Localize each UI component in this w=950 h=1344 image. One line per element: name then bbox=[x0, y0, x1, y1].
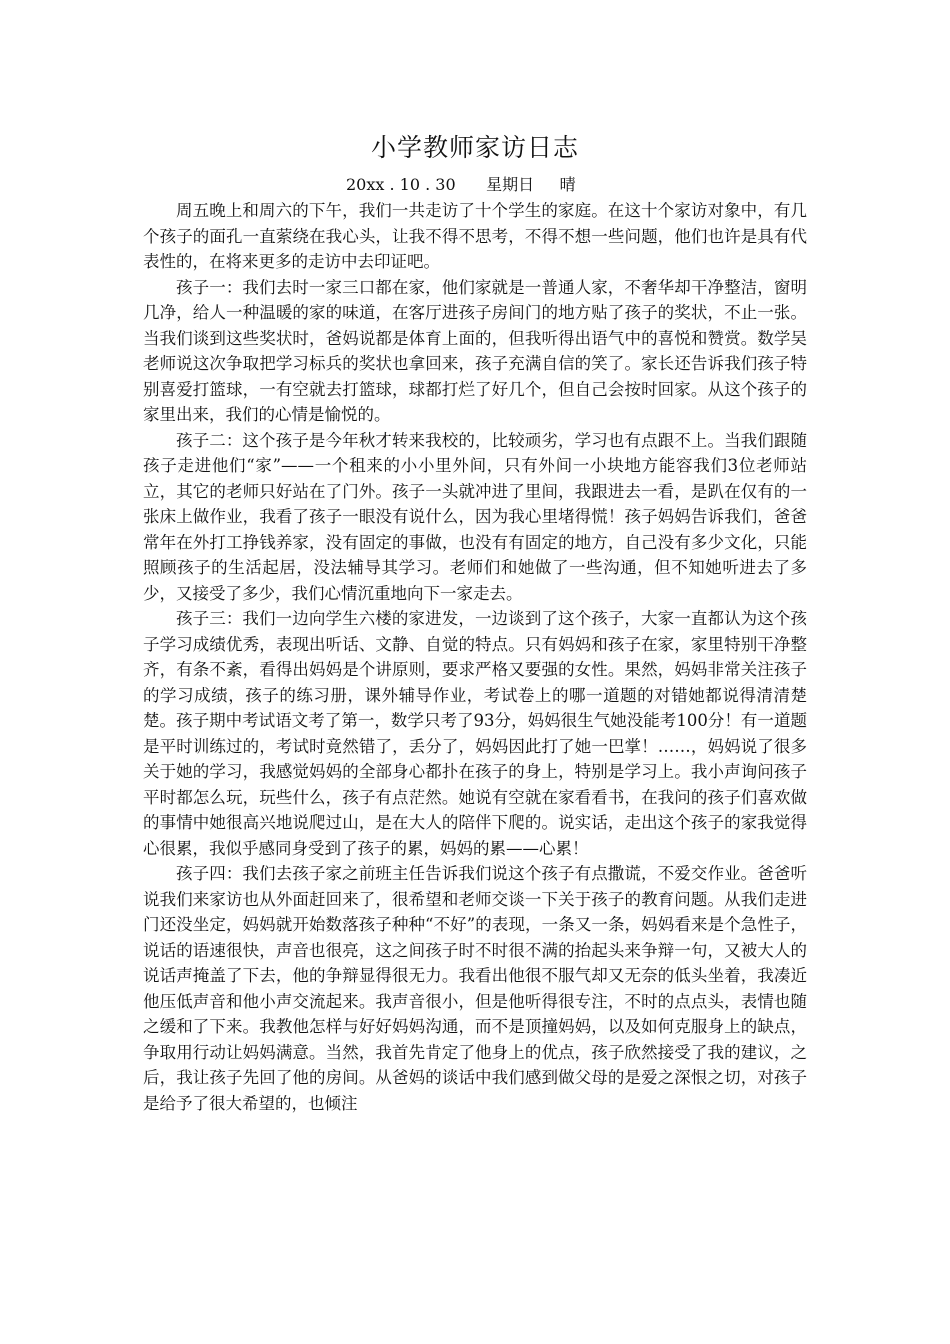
paragraph-child-two: 孩子二：这个孩子是今年秋才转来我校的，比较顽劣，学习也有点跟不上。当我们跟随孩子走进他们“家”——一个租来的小小里外间，只有外间一小块地方能容我们3位老师站立，其它的老师只好站在了门外。孩子一头就冲进了里间，我跟进去一看，是趴在仅有的一张床上做作业，我看了孩子一眼没有说什么，因为我心里堵得慌！孩子妈妈告诉我们，爸爸常年在外打工挣钱养家，没有固定的事做，也没有有固定的地方，自己没有多少文化，只能照顾孩子的生活起居，没法辅导其学习。老师们和她做了一些沟通，但不知她听进去了多少，又接受了多少，我们心情沉重地向下一家走去。 bbox=[143, 430, 807, 603]
paragraph-child-one: 孩子一：我们去时一家三口都在家，他们家就是一普通人家，不奢华却干净整洁，窗明几净，给人一种温暖的家的味道，在客厅进孩子房间门的地方贴了孩子的奖状，不止一张。当我们谈到这些奖状时，爸妈说都是体育上面的，但我听得出语气中的喜悦和赞赏。数学吴老师说这次争取把学习标兵的奖状也拿回来，孩子充满自信的笑了。家长还告诉我们孩子特别喜爱打篮球，一有空就去打篮球，球都打烂了好几个，但自己会按时回家。从这个孩子的家里出来，我们的心情是愉悦的。 bbox=[143, 277, 807, 424]
paragraph-child-four: 孩子四：我们去孩子家之前班主任告诉我们说这个孩子有点撒谎，不爱交作业。爸爸听说我们来家访也从外面赶回来了，很希望和老师交谈一下关于孩子的教育问题。从我们走进门还没坐定，妈妈就开始数落孩子种种“不好”的表现，一条又一条，妈妈看来是个急性子，说话的语速很快，声音也很亮，这之间孩子时不时很不满的抬起头来争辩一句，又被大人的说话声掩盖了下去，他的争辩显得很无力。我看出他很不服气却又无奈的低头坐着，我凑近他压低声音和他小声交流起来。我声音很小，但是他听得很专注，不时的点点头，表情也随之缓和了下来。我教他怎样与好好妈妈沟通，而不是顶撞妈妈，以及如何克服身上的缺点，争取用行动让妈妈满意。当然，我首先肯定了他身上的优点，孩子欣然接受了我的建议，之后，我让孩子先回了他的房间。从爸妈的谈话中我们感到做父母的是爱之深恨之切，对孩子是给予了很大希望的，也倾注 bbox=[143, 864, 807, 1113]
document-title: 小学教师家访日志 bbox=[370, 133, 579, 162]
paragraph-child-three: 孩子三：我们一边向学生六楼的家进发，一边谈到了这个孩子，大家一直都认为这个孩子学习成绩优秀，表现出听话、文静、自觉的特点。只有妈妈和孩子在家，家里特别干净整齐，有条不紊，看得出妈妈是个讲原则，要求严格又要强的女性。果然，妈妈非常关注孩子的学习成绩，孩子的练习册，课外辅导作业，考试卷上的哪一道题的对错她都说得清清楚楚。孩子期中考试语文考了第一，数学只考了93分，妈妈很生气她没能考100分！有一道题是平时训练过的，考试时竟然错了，丢分了，妈妈因此打了她一巴掌！……，妈妈说了很多关于她的学习，我感觉妈妈的全部身心都扑在孩子的身上，特别是学习上。我小声询问孩子平时都怎么玩，玩些什么，孩子有点茫然。她说有空就在家看看书，在我问的孩子们喜欢做的事情中她很高兴地说爬过山，是在大人的陪伴下爬的。说实话，走出这个孩子的家我觉得心很累，我似乎感同身受到了孩子的累，妈妈的累——心累！ bbox=[143, 609, 807, 858]
paragraph-intro: 周五晚上和周六的下午，我们一共走访了十个学生的家庭。在这十个家访对象中，有几个孩子的面孔一直萦绕在我心头，让我不得不思考，不得不想一些问题，他们也许是具有代表性的，在将来更多的走访中去印证吧。 bbox=[143, 201, 807, 271]
document-page bbox=[143, 130, 807, 1116]
date-weather-line: 20xx . 10 . 30 星期日 晴 bbox=[346, 175, 576, 194]
